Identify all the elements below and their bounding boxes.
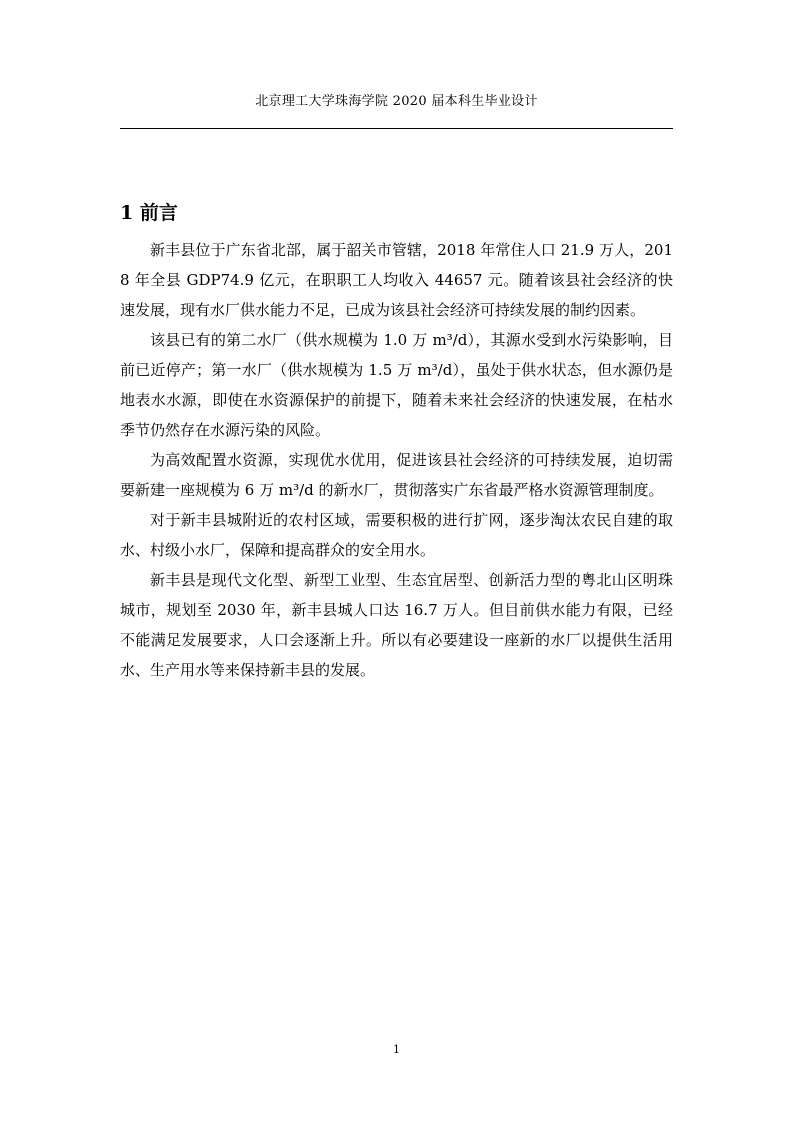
paragraph: 为高效配置水资源，实现优水优用，促进该县社会经济的可持续发展，迫切需要新建一座规模为 6 万 m³/d 的新水厂，贯彻落实广东省最严格水资源管理制度。 (120, 451, 673, 499)
header-divider (120, 128, 673, 129)
section-heading: 1 前言 (120, 202, 178, 224)
paragraph: 新丰县是现代文化型、新型工业型、生态宜居型、创新活力型的粤北山区明珠城市，规划至 2030 年，新丰县城人口达 16.7 万人。但目前供水能力有限，已经不能满足发展要求，人口会逐渐上升。所以有必要建设一座新的水厂以提供生活用水、生产用水等来保持新丰县的发展。 (120, 571, 673, 679)
body-text (120, 235, 673, 685)
paragraph: 对于新丰县城附近的农村区域，需要积极的进行扩网，逐步淘汰农民自建的取水、村级小水厂，保障和提高群众的安全用水。 (120, 511, 673, 559)
page-header: 北京理工大学珠海学院 2020 届本科生毕业设计 (255, 94, 538, 109)
paragraph: 新丰县位于广东省北部，属于韶关市管辖，2018 年常住人口 21.9 万人，2018 年全县 GDP74.9 亿元，在职职工人均收入 44657 元。随着该县社会经济的快速发展，现有水厂供水能力不足，已成为该县社会经济可持续发展的制约因素。 (120, 241, 673, 319)
page-number: 1 (393, 1043, 400, 1056)
paragraph: 该县已有的第二水厂（供水规模为 1.0 万 m³/d），其源水受到水污染影响，目前已近停产；第一水厂（供水规模为 1.5 万 m³/d），虽处于供水状态，但水源仍是地表水水源，即使在水资源保护的前提下，随着未来社会经济的快速发展，在枯水季节仍然存在水源污染的风险。 (120, 331, 673, 439)
